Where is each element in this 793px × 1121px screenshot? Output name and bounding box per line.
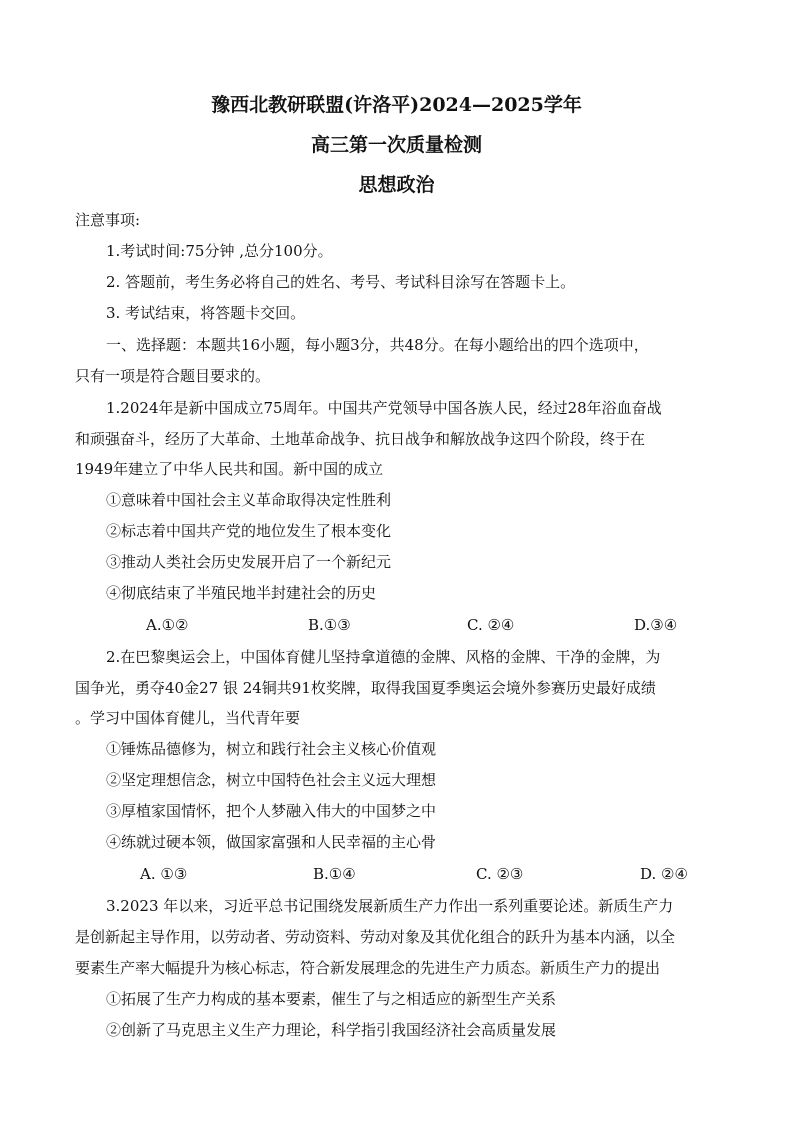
exam-title: 豫西北教研联盟(许洛平)2024—2025学年 [211,94,582,116]
section-instruction: 一、选择题：本题共16小题，每小题3分，共48分。在每小题给出的四个选项中， [106,336,649,354]
notice-item: 1.考试时间:75分钟 ,总分100分。 [106,242,333,260]
question-stem: 2.在巴黎奥运会上，中国体育健儿坚持拿道德的金牌、风格的金牌、干净的金牌，为 [106,648,661,666]
option-a: A. ①③ [140,865,188,883]
statement: ①锤炼品德修为，树立和践行社会主义核心价值观 [106,740,437,758]
statement: ④练就过硬本领，做国家富强和人民幸福的主心骨 [106,833,437,851]
option-b: B.①③ [308,616,351,634]
question-stem: 是创新起主导作用，以劳动者、劳动资料、劳动对象及其优化组合的跃升为基本内涵，以全 [75,928,676,946]
statement: ②创新了马克思主义生产力理论，科学指引我国经济社会高质量发展 [106,1021,557,1039]
option-d: D.③④ [634,616,678,634]
question-stem: 1949年建立了中华人民共和国。新中国的成立 [75,460,384,478]
statement: ④彻底结束了半殖民地半封建社会的历史 [106,584,377,602]
option-d: D. ②④ [640,865,688,883]
question-stem: 国争光，勇夺40金27 银 24铜共91枚奖牌，取得我国夏季奥运会境外参赛历史最好成绩 [75,679,656,697]
option-c: C. ②④ [467,616,515,634]
statement: ①拓展了生产力构成的基本要素，催生了与之相适应的新型生产关系 [106,990,557,1008]
option-c: C. ②③ [476,865,524,883]
question-stem: 要素生产率大幅提升为核心标志，符合新发展理念的先进生产力质态。新质生产力的提出 [75,959,661,977]
question-stem: 和顽强奋斗，经历了大革命、土地革命战争、抗日战争和解放战争这四个阶段，终于在 [75,430,646,448]
section-instruction: 只有一项是符合题目要求的。 [75,367,271,385]
subject-title: 思想政治 [358,174,435,196]
statement: ②坚定理想信念，树立中国特色社会主义远大理想 [106,771,437,789]
question-stem: 。学习中国体育健儿，当代青年要 [75,709,301,727]
statement: ③厚植家国情怀，把个人梦融入伟大的中国梦之中 [106,802,437,820]
option-b: B.①④ [313,865,356,883]
question-stem: 1.2024年是新中国成立75周年。中国共产党领导中国各族人民，经过28年浴血奋战 [106,399,662,417]
statement: ②标志着中国共产党的地位发生了根本变化 [106,522,392,540]
question-stem: 3.2023 年以来，习近平总书记围绕发展新质生产力作出一系列重要论述。新质生产力 [106,897,674,915]
exam-subtitle: 高三第一次质量检测 [310,134,482,156]
notice-item: 2. 答题前，考生务必将自己的姓名、考号、考试科目涂写在答题卡上。 [106,273,576,291]
notice-heading: 注意事项: [75,211,141,229]
statement: ③推动人类社会历史发展开启了一个新纪元 [106,553,392,571]
notice-item: 3. 考试结束，将答题卡交回。 [106,304,306,322]
option-a: A.①② [146,616,189,634]
statement: ①意味着中国社会主义革命取得决定性胜利 [106,491,392,509]
